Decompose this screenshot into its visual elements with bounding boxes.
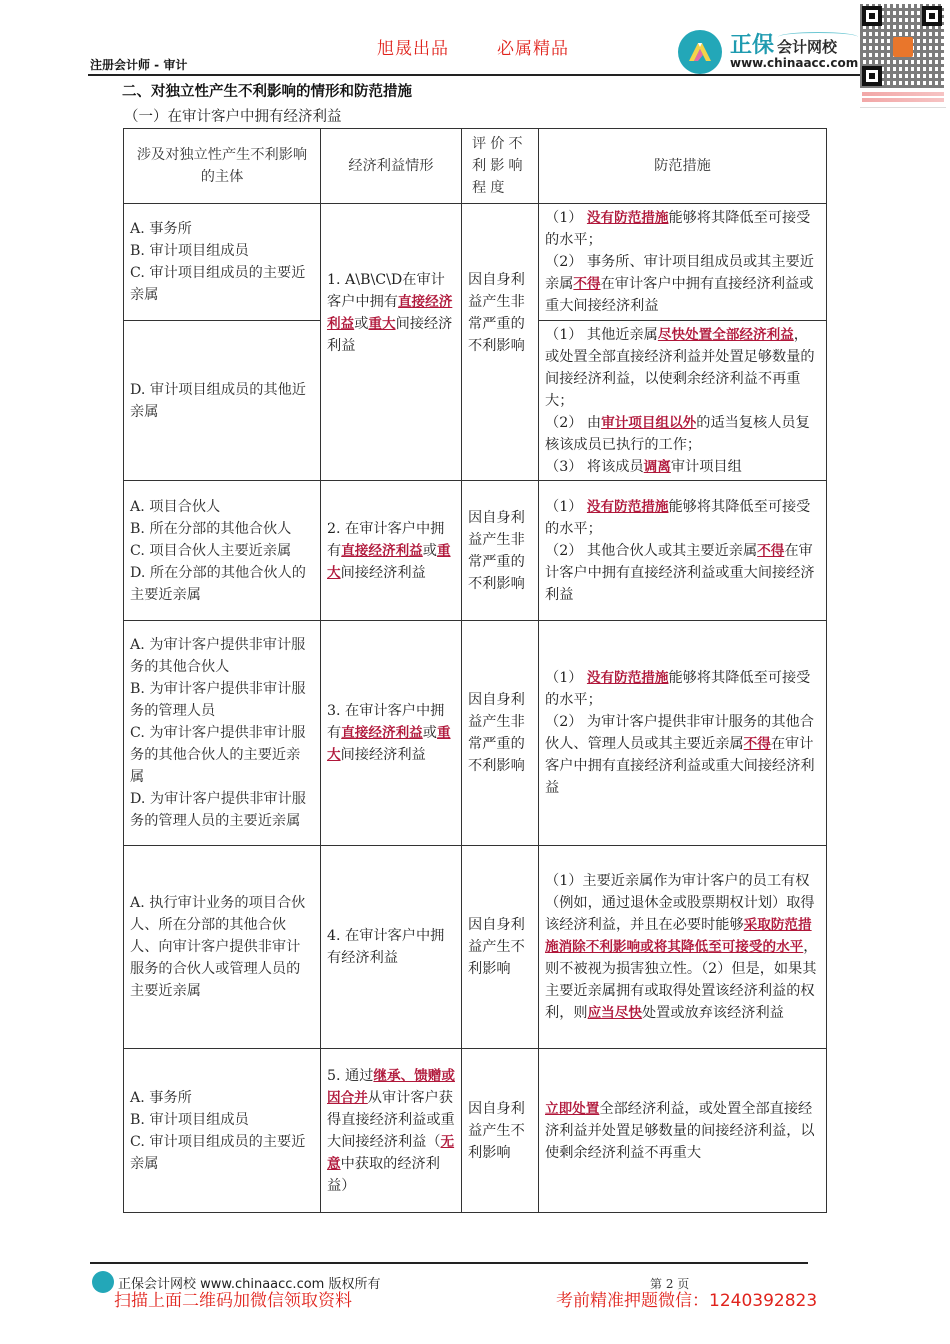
impact-cell: 因自身利益产生不利影响 xyxy=(462,1049,539,1213)
highlight-text: 直接经济利益 xyxy=(341,725,423,741)
situation-cell: 2. 在审计客户中拥有直接经济利益或重大间接经济利益 xyxy=(321,481,462,621)
highlight-text: 尽快处置全部经济利益 xyxy=(657,326,794,343)
table-row xyxy=(124,481,827,621)
situation-cell: 5. 通过继承、馈赠或因合并从审计客户获得直接经济利益或重大间接经济利益（无意中获取的经济利益） xyxy=(321,1049,462,1213)
slogan-left: 旭晟出品 xyxy=(377,39,449,59)
brand-name: 正保 会计网校 xyxy=(730,33,838,58)
section-subtitle: （一）在审计客户中拥有经济利益 xyxy=(124,109,342,125)
highlight-text: 应当尽快 xyxy=(587,1005,642,1021)
measures-cell: （1）主要近亲属作为审计客户的员工有权（例如，通过退休金或股票期权计划）取得该经济利益，并且在必要时能够采取防范措施消除不利影响或将其降低至可接受的水平，则不被视为损害独立性。（2）但是，如果其主要近亲属拥有或取得处置该经济利益的权利，则应当尽快处置或放弃该经济利益 xyxy=(539,846,827,1049)
qr-finder-icon xyxy=(862,6,882,26)
highlight-text: 采取防范措施消除不利影响或将其降低至可接受的水平 xyxy=(545,917,812,955)
situation-cell: 4. 在审计客户中拥有经济利益 xyxy=(321,846,462,1049)
highlight-text: 重大 xyxy=(327,725,451,763)
measures-cell: （1） 没有防范措施能够将其降低至可接受的水平； （2） 事务所、审计项目组成员或其主要近亲属不得在审计客户中拥有直接经济利益或重大间接经济利益 xyxy=(539,204,827,321)
measures-cell: 立即处置全部经济利益，或处置全部直接经济利益并处置足够数量的间接经济利益，以使剩余经济利益不再重大 xyxy=(539,1049,827,1213)
qr-finder-icon xyxy=(922,6,942,26)
highlight-text: 没有防范措施 xyxy=(586,670,669,686)
header-subject: 涉及对独立性产生不利影响的主体 xyxy=(124,129,321,204)
highlight-text: 无意 xyxy=(327,1133,455,1172)
brand-logo-icon xyxy=(678,30,722,74)
measures-cell: （1） 其他近亲属尽快处置全部经济利益，或处置全部直接经济利益并处置足够数量的间接经济利益，以使剩余经济利益不再重大； （2） 由审计项目组以外的适当复核人员复核该成员已执行的工作； （3） 将该成员调离审计项目组 xyxy=(539,321,827,481)
header-situation: 经济利益情形 xyxy=(321,129,462,204)
slogan-right: 必属精品 xyxy=(497,39,569,59)
situation-cell: 3. 在审计客户中拥有直接经济利益或重大间接经济利益 xyxy=(321,621,462,846)
highlight-text: 调离 xyxy=(643,458,671,475)
page-number: 第 2 页 xyxy=(650,1277,690,1291)
highlight-text: 直接经济利益 xyxy=(327,294,453,332)
measures-cell: （1） 没有防范措施能够将其降低至可接受的水平； （2） 其他合伙人或其主要近亲属不得在审计客户中拥有直接经济利益或重大间接经济利益 xyxy=(539,481,827,621)
impact-cell: 因自身利益产生非常严重的不利影响 xyxy=(462,481,539,621)
situation-cell: 1. A\B\C\D在审计客户中拥有直接经济利益或重大间接经济利益 xyxy=(321,204,462,481)
header-divider xyxy=(88,74,860,76)
subject-cell: A. 执行审计业务的项目合伙人、所在分部的其他合伙人、向审计客户提供非审计服务的合伙人或管理人员的主要近亲属 xyxy=(124,846,321,1049)
brand-logo[interactable] xyxy=(678,28,858,74)
impact-cell: 因自身利益产生非常严重的不利影响 xyxy=(462,621,539,846)
subject-cell: A. 事务所 B. 审计项目组成员 C. 审计项目组成员的主要近亲属 xyxy=(124,204,321,321)
footer-divider xyxy=(90,1262,808,1264)
qr-finder-icon xyxy=(862,66,882,86)
highlight-text: 重大 xyxy=(327,542,451,581)
header-impact: 评价不利影响程度 xyxy=(462,129,539,204)
section-title: 二、对独立性产生不利影响的情形和防范措施 xyxy=(122,84,412,100)
subject-cell: A. 项目合伙人 B. 所在分部的其他合伙人 C. 项目合伙人主要近亲属 D. 所在分部的其他合伙人的主要近亲属 xyxy=(124,481,321,621)
table-header-row xyxy=(124,129,827,204)
header-measures: 防范措施 xyxy=(539,129,827,204)
document-subject: 注册会计师 - 审计 xyxy=(90,58,188,72)
highlight-text: 重大 xyxy=(368,316,396,332)
highlight-text: 立即处置 xyxy=(545,1100,600,1117)
table-row xyxy=(124,1049,827,1213)
promo-qr-text: 扫描上面二维码加微信领取资料 xyxy=(114,1291,352,1311)
independence-table xyxy=(123,128,827,1213)
highlight-text: 不得 xyxy=(757,542,785,559)
footer-logo-icon xyxy=(92,1271,114,1293)
qr-center-badge-icon xyxy=(893,37,913,57)
subject-cell: A. 为审计客户提供非审计服务的其他合伙人 B. 为审计客户提供非审计服务的管理人员 C. 为审计客户提供非审计服务的其他合伙人的主要近亲属 D. 为审计客户提供非审计服务的管理人员的主要近亲属 xyxy=(124,621,321,846)
highlight-text: 不得 xyxy=(573,276,601,292)
table-row xyxy=(124,846,827,1049)
brand-url[interactable]: www.chinaacc.com xyxy=(730,56,859,70)
highlight-text: 不得 xyxy=(743,736,771,752)
subject-cell: D. 审计项目组成员的其他近亲属 xyxy=(124,321,321,481)
qr-caption xyxy=(860,90,946,108)
highlight-text: 继承、馈赠或因合并 xyxy=(327,1067,455,1106)
table-row xyxy=(124,204,827,321)
promo-wechat-text: 考前精准押题微信：1240392823 xyxy=(556,1291,818,1311)
highlight-text: 直接经济利益 xyxy=(341,542,423,559)
qr-code-image xyxy=(860,4,944,88)
subject-cell: A. 事务所 B. 审计项目组成员 C. 审计项目组成员的主要近亲属 xyxy=(124,1049,321,1213)
impact-cell: 因自身利益产生非常严重的不利影响 xyxy=(462,204,539,481)
measures-cell: （1） 没有防范措施能够将其降低至可接受的水平； （2） 为审计客户提供非审计服务的其他合伙人、管理人员或其主要近亲属不得在审计客户中拥有直接经济利益或重大间接经济利益 xyxy=(539,621,827,846)
footer-copyright: 正保会计网校 www.chinaacc.com 版权所有 xyxy=(118,1277,381,1292)
highlight-text: 没有防范措施 xyxy=(586,498,669,515)
impact-cell: 因自身利益产生不利影响 xyxy=(462,846,539,1049)
highlight-text: 没有防范措施 xyxy=(586,210,669,226)
highlight-text: 审计项目组以外 xyxy=(601,414,697,431)
table-row xyxy=(124,621,827,846)
